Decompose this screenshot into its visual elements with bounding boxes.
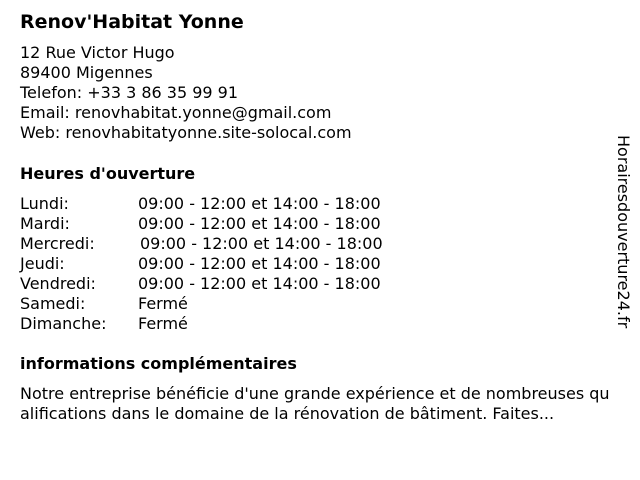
phone-number: Telefon: +33 3 86 35 99 91 [20,83,239,102]
time-value: 09:00 - 12:00 et 14:00 - 18:00 [138,274,381,293]
hours-heading: Heures d'ouverture [20,164,196,183]
time-value: 09:00 - 12:00 et 14:00 - 18:00 [138,194,381,213]
day-label: Samedi: [20,294,86,313]
time-value: Fermé [138,314,188,333]
hours-row-sunday [20,314,440,334]
day-label: Dimanche: [20,314,107,333]
day-label: Lundi: [20,194,69,213]
day-label: Vendredi: [20,274,96,293]
business-description: Notre entreprise bénéficie d'une grande expérience et de nombreuses qualifications dans le domaine de la rénovation de bâtiment. Faites... [20,384,610,423]
address-street: 12 Rue Victor Hugo [20,43,175,62]
time-value: 09:00 - 12:00 et 14:00 - 18:00 [138,214,381,233]
hours-row-tuesday [20,214,440,234]
time-value: 09:00 - 12:00 et 14:00 - 18:00 [138,254,381,273]
hours-row-saturday [20,294,440,314]
hours-row-wednesday [20,234,440,254]
contact-block [20,43,352,143]
opening-hours-list [20,194,440,334]
site-watermark: Horairesdouverture24.fr [614,135,633,329]
info-heading: informations complémentaires [20,354,297,373]
website: Web: renovhabitatyonne.site-solocal.com [20,123,352,142]
day-label: Jeudi: [20,254,65,273]
time-value: Fermé [138,294,188,313]
address-city: 89400 Migennes [20,63,153,82]
hours-row-friday [20,274,440,294]
email-address: Email: renovhabitat.yonne@gmail.com [20,103,332,122]
business-name: Renov'Habitat Yonne [20,11,244,33]
hours-row-monday [20,194,440,214]
hours-row-thursday [20,254,440,274]
day-label: Mercredi: [20,234,95,253]
day-label: Mardi: [20,214,70,233]
time-value: 09:00 - 12:00 et 14:00 - 18:00 [140,234,383,253]
